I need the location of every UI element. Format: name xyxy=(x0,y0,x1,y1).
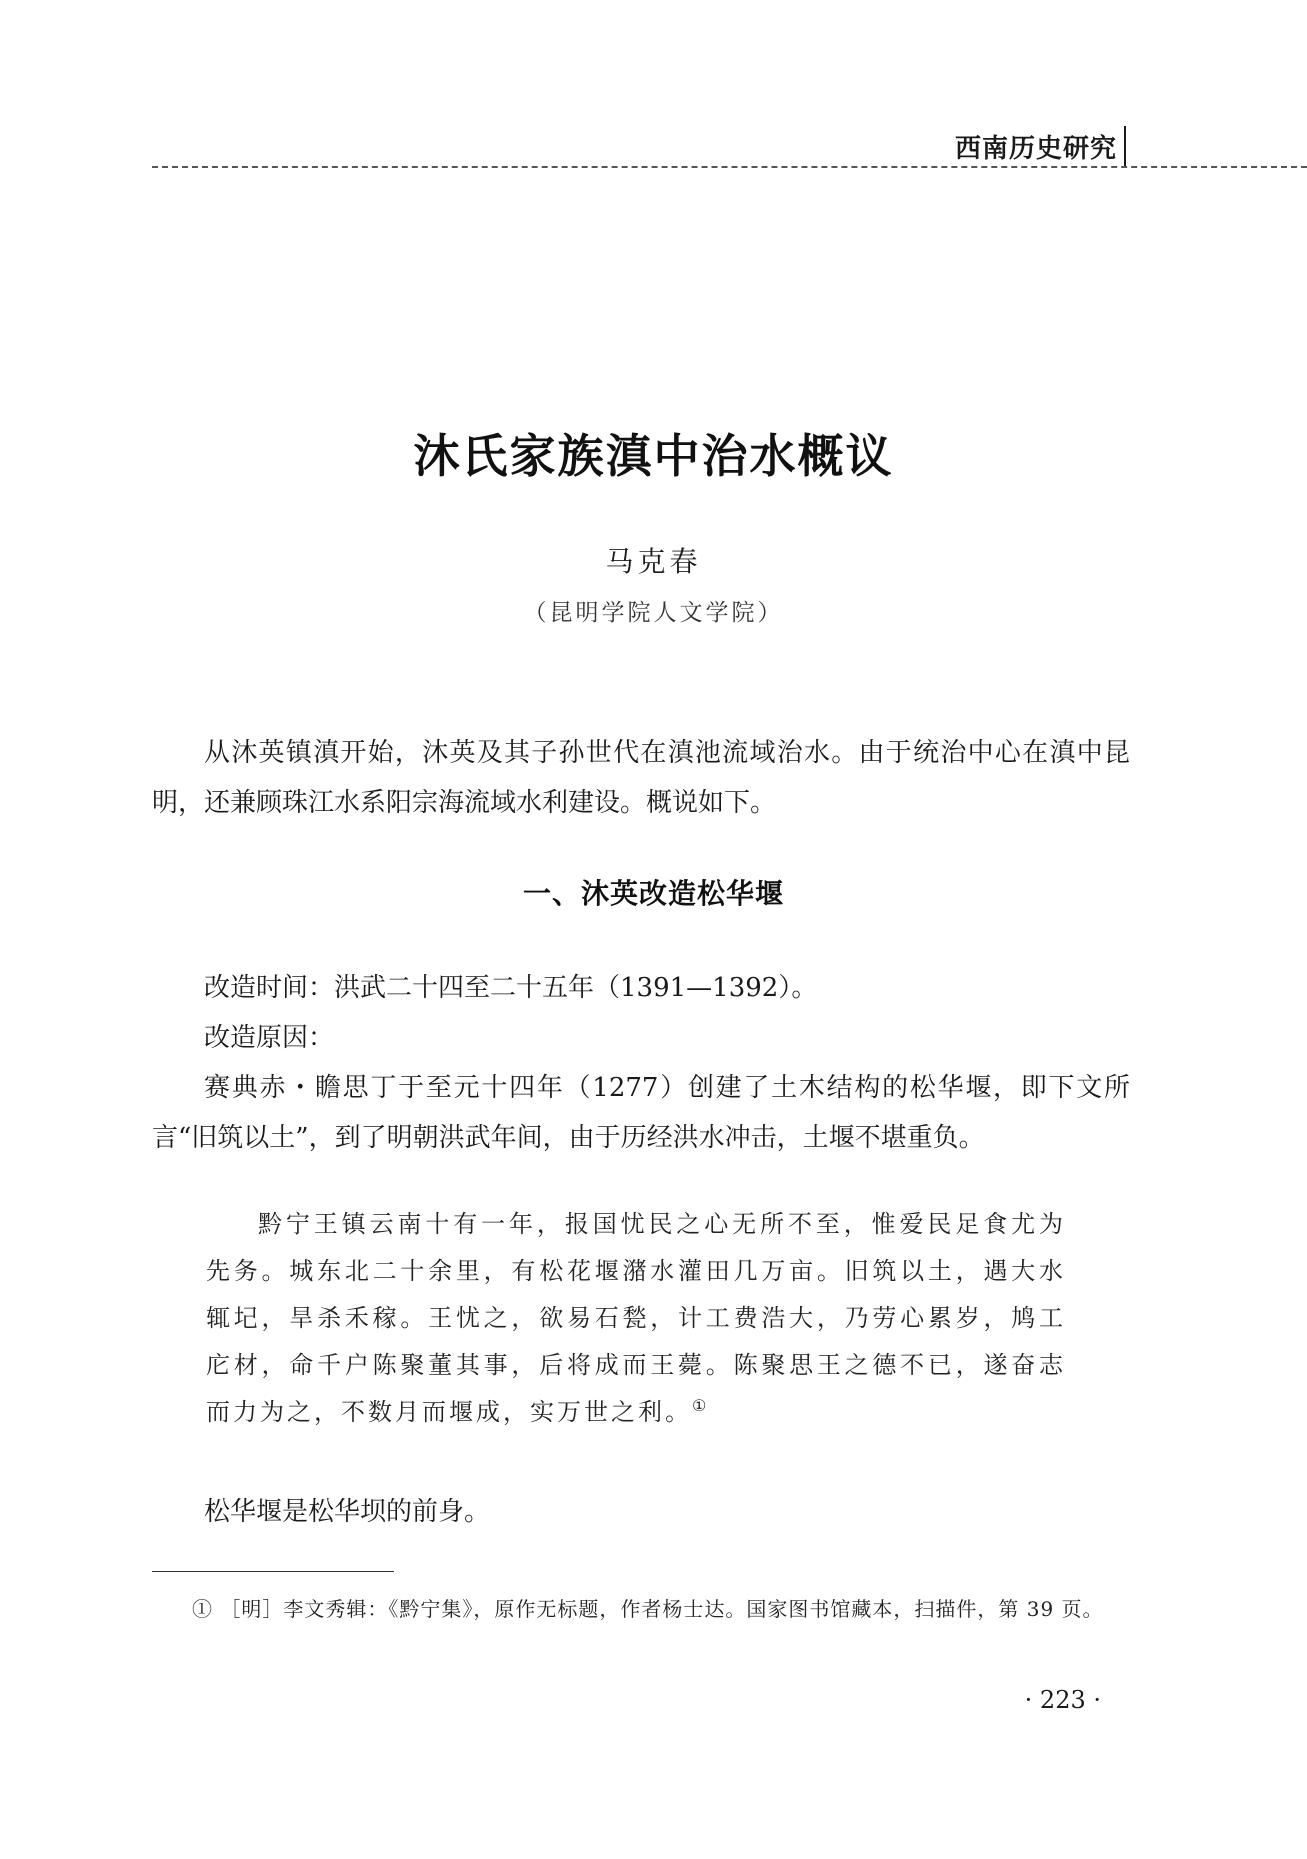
block-quote-text: 黔宁王镇云南十有一年，报国忧民之心无所不至，惟爱民足食尤为先务。城东北二十余里，有松花堰潴水灌田几万亩。旧筑以土，遇大水辄圮，旱杀禾稼。王忧之，欲易石甃，计工费浩大，乃劳心累岁，鸠工庀材，命千户陈聚董其事，后将成而王薨。陈聚思王之德不已，遂奋志而力为之，不数月而堰成，实万世之利。 xyxy=(206,1210,1066,1426)
renovation-reason-label: 改造原因： xyxy=(204,1023,335,1053)
section-heading: 一、沐英改造松华堰 xyxy=(522,877,784,910)
footnote-reference-mark[interactable]: ① xyxy=(692,1396,710,1415)
author-affiliation: （昆明学院人文学院） xyxy=(523,600,784,626)
block-quote xyxy=(206,1201,1066,1436)
renovation-reason-paragraph: 赛典赤・瞻思丁于至元十四年（1277）创建了土木结构的松华堰，即下文所言“旧筑以土”，到了明朝洪武年间，由于历经洪水冲击，土堰不堪重负。 xyxy=(152,1073,1130,1153)
conclusion-line: 松华堰是松华坝的前身。 xyxy=(204,1497,491,1527)
footnote-rule xyxy=(152,1571,394,1572)
page-number: · 223 · xyxy=(1024,1686,1101,1714)
article-title: 沐氏家族滇中治水概议 xyxy=(413,429,894,483)
header-vertical-bar xyxy=(1124,126,1126,168)
renovation-time-line: 改造时间：洪武二十四至二十五年（1391—1392）。 xyxy=(204,973,818,1003)
article-author: 马克春 xyxy=(605,545,702,578)
header-dashed-rule xyxy=(152,166,1307,168)
running-header-journal: 西南历史研究 xyxy=(954,134,1117,164)
intro-paragraph: 从沐英镇滇开始，沐英及其子孙世代在滇池流域治水。由于统治中心在滇中昆明，还兼顾珠江水系阳宗海流域水利建设。概说如下。 xyxy=(152,738,1130,818)
footnote-text: ① ［明］李文秀辑：《黔宁集》，原作无标题，作者杨士达。国家图书馆藏本，扫描件，第 39 页。 xyxy=(192,1597,1104,1621)
